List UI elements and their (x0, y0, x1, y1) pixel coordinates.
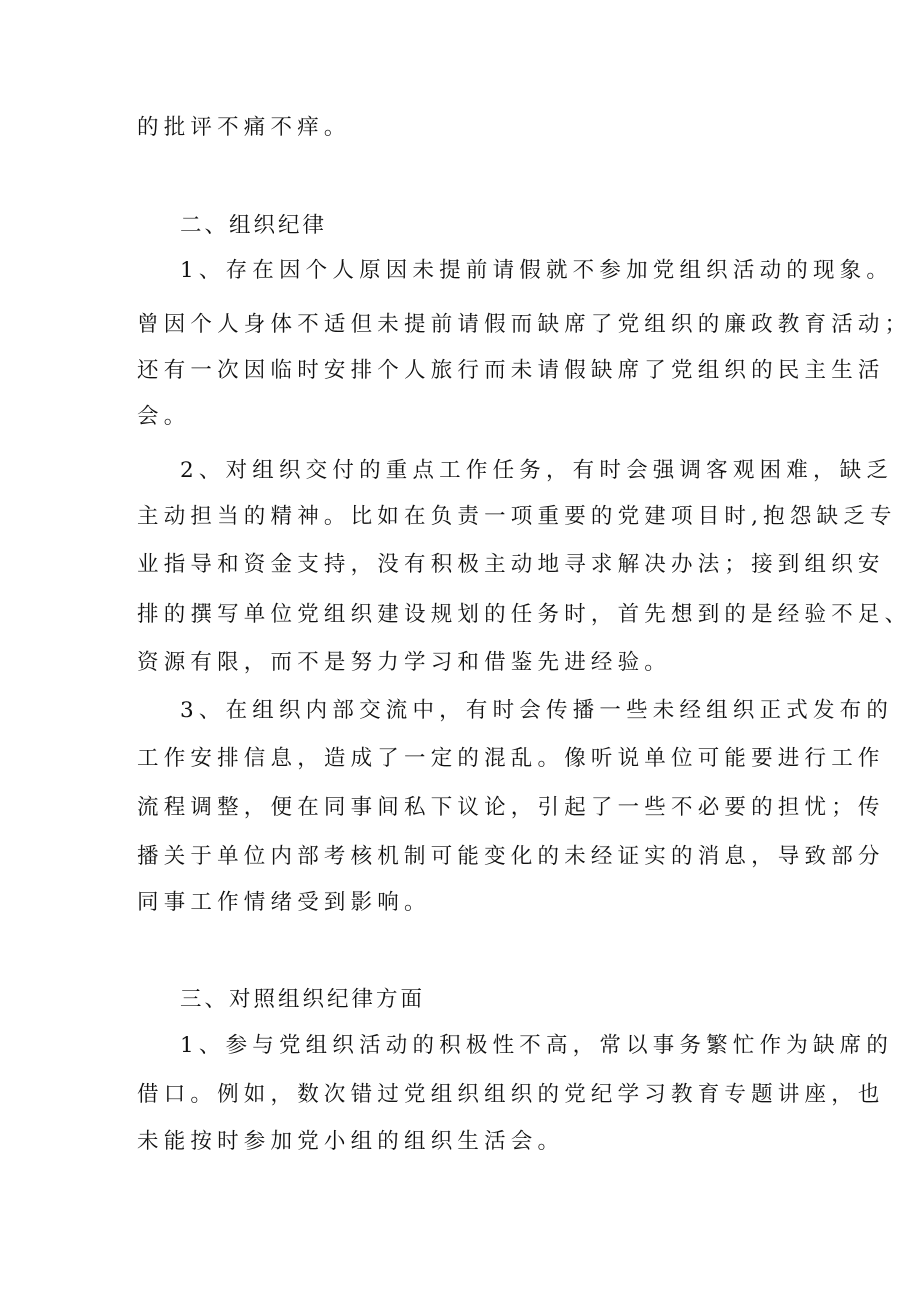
paragraph-line: 工作安排信息，造成了一定的混乱。像听说单位可能要进行工作 (137, 746, 885, 771)
paragraph-line: 会。 (137, 404, 191, 429)
paragraph-line: 借口。例如，数次错过党组织组织的党纪学习教育专题讲座，也 (137, 1082, 885, 1107)
paragraph-line: 同事工作情绪受到影响。 (137, 890, 431, 915)
paragraph-line: 的批评不痛不痒。 (137, 115, 351, 140)
paragraph-line: 排的撰写单位党组织建设规划的任务时，首先想到的是经验不足、 (137, 602, 912, 627)
paragraph-line: 2、对组织交付的重点工作任务，有时会强调客观困难，缺乏 (180, 458, 894, 483)
paragraph-line: 主动担当的精神。比如在负责一项重要的党建项目时,抱怨缺乏专 (137, 504, 897, 529)
paragraph-line: 1、参与党组织活动的积极性不高，常以事务繁忙作为缺席的 (180, 1033, 894, 1058)
paragraph-line: 1、存在因个人原因未提前请假就不参加党组织活动的现象。 (180, 258, 894, 283)
paragraph-line: 还有一次因临时安排个人旅行而未请假缺席了党组织的民主生活 (137, 358, 885, 383)
paragraph-line: 资源有限，而不是努力学习和借鉴先进经验。 (137, 650, 672, 675)
paragraph-line: 曾因个人身体不适但未提前请假而缺席了党组织的廉政教育活动； (137, 312, 912, 337)
paragraph-line: 3、在组织内部交流中，有时会传播一些未经组织正式发布的 (180, 698, 894, 723)
section-heading: 二、组织纪律 (180, 213, 328, 238)
paragraph-line: 流程调整，便在同事间私下议论，引起了一些不必要的担忧；传 (137, 795, 885, 820)
paragraph-line: 未能按时参加党小组的组织生活会。 (137, 1129, 565, 1154)
section-heading: 三、对照组织纪律方面 (180, 987, 426, 1012)
paragraph-line: 业指导和资金支持，没有积极主动地寻求解决办法；接到组织安 (137, 552, 885, 577)
paragraph-line: 播关于单位内部考核机制可能变化的未经证实的消息，导致部分 (137, 844, 885, 869)
